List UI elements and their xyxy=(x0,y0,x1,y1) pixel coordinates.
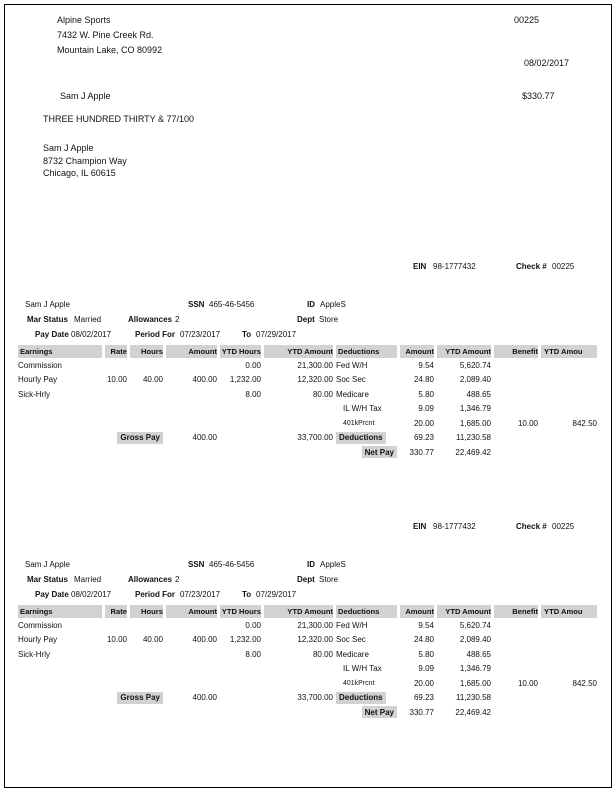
table-cell: 11,230.58 xyxy=(456,693,491,703)
payee-address-line1: Sam J Apple xyxy=(43,143,94,153)
earnings-deductions-table xyxy=(18,345,597,460)
period-end-value: 07/29/2017 xyxy=(256,590,297,599)
to-label: To xyxy=(242,590,252,599)
dept-value: Store xyxy=(319,315,339,324)
table-row xyxy=(18,647,597,662)
dept-label: Dept xyxy=(297,315,315,324)
company-block xyxy=(57,13,162,58)
table-cell: 11,230.58 xyxy=(456,433,491,443)
table-cell: 488.65 xyxy=(466,389,491,399)
table-cell: 22,469.42 xyxy=(455,707,491,717)
table-row xyxy=(18,373,597,388)
table-cell: Commission xyxy=(18,360,63,370)
table-cell: 9.54 xyxy=(418,360,434,370)
column-header: Earnings xyxy=(18,345,102,358)
table-row xyxy=(18,416,597,431)
payee-address-line3: Chicago, IL 60615 xyxy=(43,168,116,178)
period-start-value: 07/23/2017 xyxy=(180,330,221,339)
check-date: 08/02/2017 xyxy=(524,58,570,68)
column-header: Benefit xyxy=(494,345,538,358)
column-header: Amount xyxy=(166,345,217,358)
id-value: AppleS xyxy=(320,560,346,569)
column-header: YTD Amount xyxy=(437,605,491,618)
column-header: Rate xyxy=(105,605,127,618)
period-for-label: Period For xyxy=(135,330,176,339)
dept-label: Dept xyxy=(297,575,315,584)
table-cell: 1,232.00 xyxy=(229,635,261,645)
table-row xyxy=(18,633,597,648)
table-cell: 24.80 xyxy=(413,375,434,385)
period-end-value: 07/29/2017 xyxy=(256,330,297,339)
table-cell: 21,300.00 xyxy=(297,360,333,370)
table-cell: 400.00 xyxy=(192,693,217,703)
table-row xyxy=(18,431,597,446)
column-header: Hours xyxy=(130,605,163,618)
allowances-value: 2 xyxy=(175,315,180,324)
column-header: Rate xyxy=(105,345,127,358)
table-cell: 401kPrcnt xyxy=(343,679,375,687)
column-header: YTD Hours xyxy=(221,607,261,616)
table-cell: 33,700.00 xyxy=(297,693,333,703)
table-cell: 1,685.00 xyxy=(459,678,491,688)
ssn-label: SSN xyxy=(188,300,205,309)
table-cell: 10.00 xyxy=(106,375,127,385)
column-header: Amount xyxy=(166,605,217,618)
column-header: YTD Amou xyxy=(541,605,597,618)
table-cell: 1,346.79 xyxy=(459,664,491,674)
table-body xyxy=(18,358,597,460)
table-cell: 1,232.00 xyxy=(229,375,261,385)
table-cell: 330.77 xyxy=(409,447,434,457)
company-name: Alpine Sports xyxy=(57,15,111,25)
mar-status-label: Mar Status xyxy=(27,315,68,324)
table-cell: IL W/H Tax xyxy=(343,664,382,674)
table-row xyxy=(18,402,597,417)
table-cell: 5.80 xyxy=(418,389,434,399)
table-row xyxy=(18,387,597,402)
table-cell: Net Pay xyxy=(336,706,397,718)
table-cell: 80.00 xyxy=(312,389,333,399)
table-cell: 9.54 xyxy=(418,620,434,630)
column-header: YTD Amount xyxy=(437,345,491,358)
allowances-value: 2 xyxy=(175,575,180,584)
table-cell: 400.00 xyxy=(192,375,217,385)
id-label: ID xyxy=(307,560,315,569)
table-cell: 69.23 xyxy=(413,693,434,703)
payee-address-line2: 8732 Champion Way xyxy=(43,155,127,166)
check-number-value: 00225 xyxy=(552,522,575,531)
ein-value: 98-1777432 xyxy=(433,262,476,271)
table-cell: 401kPrcnt xyxy=(343,419,375,427)
ein-line xyxy=(0,262,616,273)
table-cell: 9.09 xyxy=(418,404,434,414)
mar-status-value: Married xyxy=(74,315,102,324)
company-address2: Mountain Lake, CO 80992 xyxy=(57,45,163,55)
table-cell: 40.00 xyxy=(142,635,163,645)
employee-line xyxy=(0,560,616,571)
table-cell: 21,300.00 xyxy=(297,620,333,630)
table-cell: Fed W/H xyxy=(336,360,368,370)
table-row xyxy=(18,662,597,677)
table-row xyxy=(18,358,597,373)
pay-stub-2 xyxy=(0,517,616,722)
table-cell: 5.80 xyxy=(418,649,434,659)
company-address1: 7432 W. Pine Creek Rd. xyxy=(57,30,154,40)
table-cell: 330.77 xyxy=(409,707,434,717)
table-cell: 40.00 xyxy=(142,375,163,385)
column-header: Amount xyxy=(400,605,434,618)
table-cell: 488.65 xyxy=(466,649,491,659)
column-header: YTD Amount xyxy=(264,345,333,358)
pay-stub-1 xyxy=(0,257,616,462)
column-header: YTD Hours xyxy=(221,347,261,356)
table-cell: 10.00 xyxy=(517,418,538,428)
allowances-label: Allowances xyxy=(128,575,173,584)
ein-label: EIN xyxy=(413,262,427,271)
table-cell: 20.00 xyxy=(413,678,434,688)
employee-name: Sam J Apple xyxy=(25,300,70,309)
table-cell: Gross Pay xyxy=(130,692,163,704)
table-cell: Deductions xyxy=(336,432,397,444)
check-number-label: Check # xyxy=(516,522,547,531)
column-header: Amount xyxy=(400,345,434,358)
table-cell: Commission xyxy=(18,620,63,630)
table-cell: 12,320.00 xyxy=(297,375,333,385)
table-cell: 10.00 xyxy=(106,635,127,645)
column-header: YTD Amount xyxy=(264,605,333,618)
mar-status-value: Married xyxy=(74,575,102,584)
period-start-value: 07/23/2017 xyxy=(180,590,221,599)
table-cell: Net Pay xyxy=(336,446,397,458)
table-cell: 1,685.00 xyxy=(459,418,491,428)
table-cell: Hourly Pay xyxy=(18,635,58,645)
table-cell: Deductions xyxy=(336,692,397,704)
table-cell: 842.50 xyxy=(572,418,597,428)
period-for-label: Period For xyxy=(135,590,176,599)
column-header: Earnings xyxy=(18,605,102,618)
ssn-label: SSN xyxy=(188,560,205,569)
dept-value: Store xyxy=(319,575,339,584)
table-cell: 1,346.79 xyxy=(459,404,491,414)
table-cell: 80.00 xyxy=(312,649,333,659)
table-cell: 20.00 xyxy=(413,418,434,428)
table-cell: Fed W/H xyxy=(336,620,368,630)
table-cell: 8.00 xyxy=(245,649,261,659)
employee-name: Sam J Apple xyxy=(25,560,70,569)
table-body xyxy=(18,618,597,720)
pay-date-line xyxy=(0,330,616,341)
check-number-label: Check # xyxy=(516,262,547,271)
table-cell: Sick-Hrly xyxy=(18,649,50,659)
to-label: To xyxy=(242,330,252,339)
allowances-label: Allowances xyxy=(128,315,173,324)
pay-date-label: Pay Date xyxy=(35,330,69,339)
table-cell: 12,320.00 xyxy=(297,635,333,645)
pay-date-value: 08/02/2017 xyxy=(71,330,112,339)
column-header: Deductions xyxy=(336,605,397,618)
table-row xyxy=(18,676,597,691)
table-cell: 10.00 xyxy=(517,678,538,688)
check-amount: $330.77 xyxy=(522,91,555,101)
table-cell: IL W/H Tax xyxy=(343,404,382,414)
table-row xyxy=(18,445,597,460)
table-cell: 400.00 xyxy=(192,433,217,443)
column-header: Hours xyxy=(130,345,163,358)
column-header: Benefit xyxy=(494,605,538,618)
status-line xyxy=(0,315,616,326)
table-cell: 33,700.00 xyxy=(297,433,333,443)
amount-in-words: THREE HUNDRED THIRTY & 77/100 xyxy=(43,114,195,124)
pay-date-value: 08/02/2017 xyxy=(71,590,112,599)
table-cell: 8.00 xyxy=(245,389,261,399)
table-cell: Soc Sec xyxy=(336,375,366,385)
table-cell: 2,089.40 xyxy=(459,635,491,645)
table-cell: 24.80 xyxy=(413,635,434,645)
table-cell: Hourly Pay xyxy=(18,375,58,385)
table-cell: Soc Sec xyxy=(336,635,366,645)
table-cell: Sick-Hrly xyxy=(18,389,50,399)
table-row xyxy=(18,705,597,720)
pay-date-label: Pay Date xyxy=(35,590,69,599)
check-number: 00225 xyxy=(514,15,540,25)
status-line xyxy=(0,575,616,586)
pay-date-line xyxy=(0,590,616,601)
table-cell: 5,620.74 xyxy=(459,620,491,630)
table-cell: 0.00 xyxy=(245,360,261,370)
ein-line xyxy=(0,522,616,533)
table-cell: 842.50 xyxy=(572,678,597,688)
payee-name: Sam J Apple xyxy=(60,91,111,101)
table-cell: 69.23 xyxy=(413,433,434,443)
table-cell: Medicare xyxy=(336,649,369,659)
employee-line xyxy=(0,300,616,311)
table-cell: 0.00 xyxy=(245,620,261,630)
column-header: YTD Amou xyxy=(541,345,597,358)
ssn-value: 465-46-5456 xyxy=(209,560,255,569)
ein-label: EIN xyxy=(413,522,427,531)
table-cell: 400.00 xyxy=(192,635,217,645)
ein-value: 98-1777432 xyxy=(433,522,476,531)
table-cell: Medicare xyxy=(336,389,369,399)
table-cell: 2,089.40 xyxy=(459,375,491,385)
id-label: ID xyxy=(307,300,315,309)
id-value: AppleS xyxy=(320,300,346,309)
table-row xyxy=(18,618,597,633)
column-header: Deductions xyxy=(336,345,397,358)
table-cell: Gross Pay xyxy=(130,432,163,444)
table-cell: 22,469.42 xyxy=(455,447,491,457)
table-header-row xyxy=(18,345,597,358)
check-number-value: 00225 xyxy=(552,262,575,271)
table-row xyxy=(18,691,597,706)
payee-address-block xyxy=(43,142,127,180)
mar-status-label: Mar Status xyxy=(27,575,68,584)
ssn-value: 465-46-5456 xyxy=(209,300,255,309)
earnings-deductions-table xyxy=(18,605,597,720)
table-cell: 5,620.74 xyxy=(459,360,491,370)
table-cell: 9.09 xyxy=(418,664,434,674)
table-header-row xyxy=(18,605,597,618)
